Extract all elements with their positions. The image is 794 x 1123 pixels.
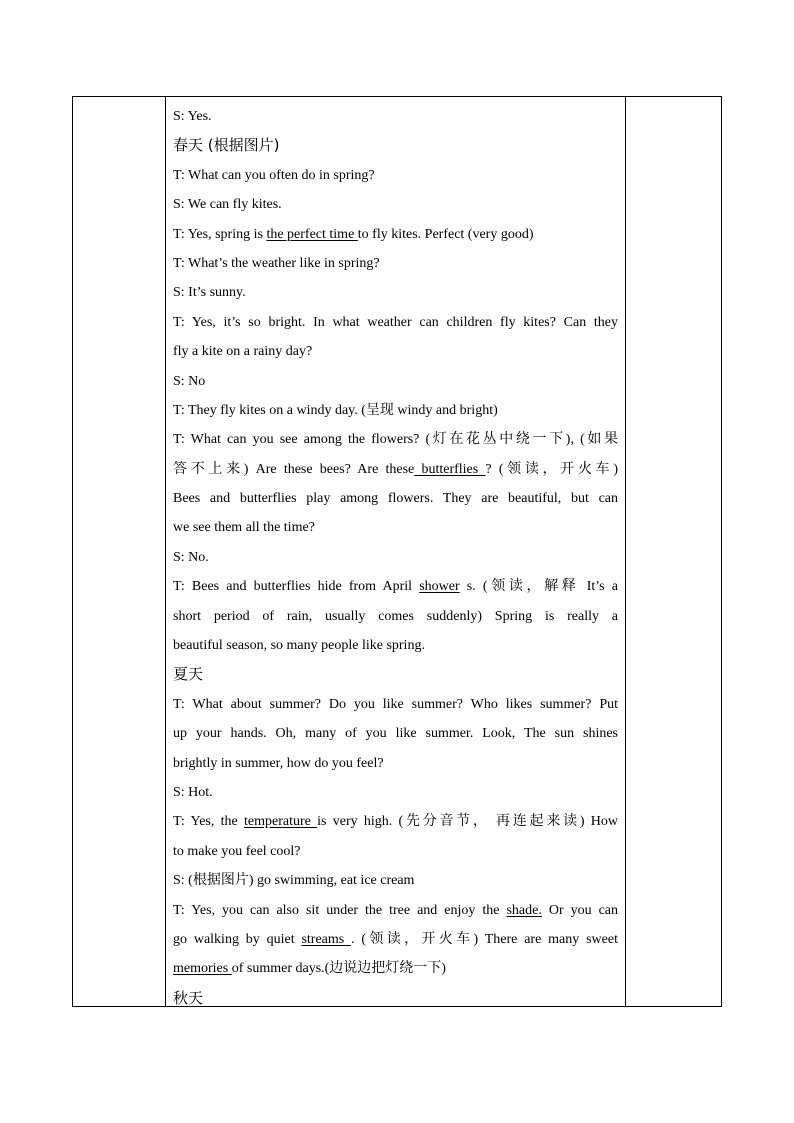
underlined-vocabulary: temperature xyxy=(244,814,318,830)
dialogue-line xyxy=(173,807,618,836)
line-text: S: Hot. xyxy=(173,784,213,800)
dialogue-line xyxy=(173,190,618,219)
line-text: s. (领读，解释 It’s a xyxy=(459,579,618,595)
lesson-table xyxy=(72,96,722,1007)
underlined-vocabulary: butterflies xyxy=(414,461,486,477)
dialogue-line xyxy=(173,543,618,572)
dialogue-line xyxy=(173,631,618,660)
line-text: S: Yes. xyxy=(173,109,212,124)
line-text: . (领读，开火车) There are many sweet xyxy=(351,931,618,947)
line-text: S: We can fly kites. xyxy=(173,197,282,213)
line-text: go walking by quiet xyxy=(173,931,302,947)
lesson-dialogue-column xyxy=(173,102,618,1013)
line-text: T: Yes, the xyxy=(173,814,244,830)
dialogue-line xyxy=(173,484,618,513)
dialogue-line xyxy=(173,866,618,895)
dialogue-line xyxy=(173,337,618,366)
dialogue-line xyxy=(173,455,618,484)
line-text: 秋天 xyxy=(173,988,204,1007)
line-text: T: What can you see among the flowers? (灯在花丛中绕一下), (如果 xyxy=(173,432,618,448)
dialogue-line xyxy=(173,749,618,778)
underlined-vocabulary: streams xyxy=(301,931,352,947)
dialogue-line xyxy=(173,954,618,983)
line-text: to make you feel cool? xyxy=(173,843,301,859)
line-text: T: What about summer? Do you like summer? Who likes summer? Put xyxy=(173,696,618,712)
dialogue-line xyxy=(173,220,618,249)
line-text: up your hands. Oh, many of you like summer. Look, The sun shines xyxy=(173,726,618,742)
line-text: 春天 (根据图片) xyxy=(173,136,280,155)
line-text: we see them all the time? xyxy=(173,520,315,536)
line-text: is very high. (先分音节， 再连起来读) How xyxy=(317,814,618,830)
line-text: short period of rain, usually comes suddenly) Spring is really a xyxy=(173,608,618,624)
dialogue-line xyxy=(173,425,618,454)
dialogue-line xyxy=(173,602,618,631)
section-heading xyxy=(173,984,618,1013)
line-text: S: No. xyxy=(173,549,209,565)
line-text: beautiful season, so many people like spring. xyxy=(173,638,425,654)
underlined-vocabulary: memories xyxy=(173,961,232,977)
dialogue-line xyxy=(173,896,618,925)
line-text: S: It’s sunny. xyxy=(173,285,246,301)
dialogue-line xyxy=(173,690,618,719)
line-text: T: Bees and butterflies hide from April xyxy=(173,579,420,595)
dialogue-line xyxy=(173,837,618,866)
column-divider-left xyxy=(165,97,166,1006)
dialogue-line xyxy=(173,249,618,278)
line-text: S: No xyxy=(173,373,206,389)
line-text: Bees and butterflies play among flowers. They are beautiful, but can xyxy=(173,491,618,507)
line-text: 夏天 xyxy=(173,665,204,684)
dialogue-line xyxy=(173,719,618,748)
line-text: brightly in summer, how do you feel? xyxy=(173,755,384,771)
dialogue-line xyxy=(173,161,618,190)
line-text: S: (根据图片) go swimming, eat ice cream xyxy=(173,873,415,889)
line-text: T: What can you often do in spring? xyxy=(173,167,375,183)
dialogue-line xyxy=(173,925,618,954)
underlined-vocabulary: shade. xyxy=(506,902,542,918)
line-text: T: Yes, you can also sit under the tree and enjoy the xyxy=(173,902,507,918)
dialogue-line xyxy=(173,396,618,425)
line-text: 答不上来) Are these bees? Are these xyxy=(173,461,415,477)
dialogue-line xyxy=(173,778,618,807)
dialogue-line xyxy=(173,308,618,337)
line-text: of summer days.(边说边把灯绕一下) xyxy=(231,961,446,977)
line-text: T: Yes, spring is xyxy=(173,226,267,242)
dialogue-line xyxy=(173,102,618,131)
line-text: T: They fly kites on a windy day. (呈现 windy and bright) xyxy=(173,402,498,418)
line-text: T: Yes, it’s so bright. In what weather can children fly kites? Can they xyxy=(173,314,618,330)
section-heading xyxy=(173,131,618,160)
underlined-vocabulary: shower xyxy=(419,579,460,595)
dialogue-line xyxy=(173,572,618,601)
section-heading xyxy=(173,660,618,689)
dialogue-line xyxy=(173,513,618,542)
line-text: fly a kite on a rainy day? xyxy=(173,344,313,360)
underlined-vocabulary: the perfect time xyxy=(266,226,358,242)
line-text: ? (领读，开火车) xyxy=(485,461,618,477)
line-text: to fly kites. Perfect (very good) xyxy=(357,226,534,242)
column-divider-right xyxy=(625,97,626,1006)
line-text: T: What’s the weather like in spring? xyxy=(173,255,380,271)
line-text: Or you can xyxy=(541,902,618,918)
dialogue-line xyxy=(173,278,618,307)
dialogue-line xyxy=(173,367,618,396)
